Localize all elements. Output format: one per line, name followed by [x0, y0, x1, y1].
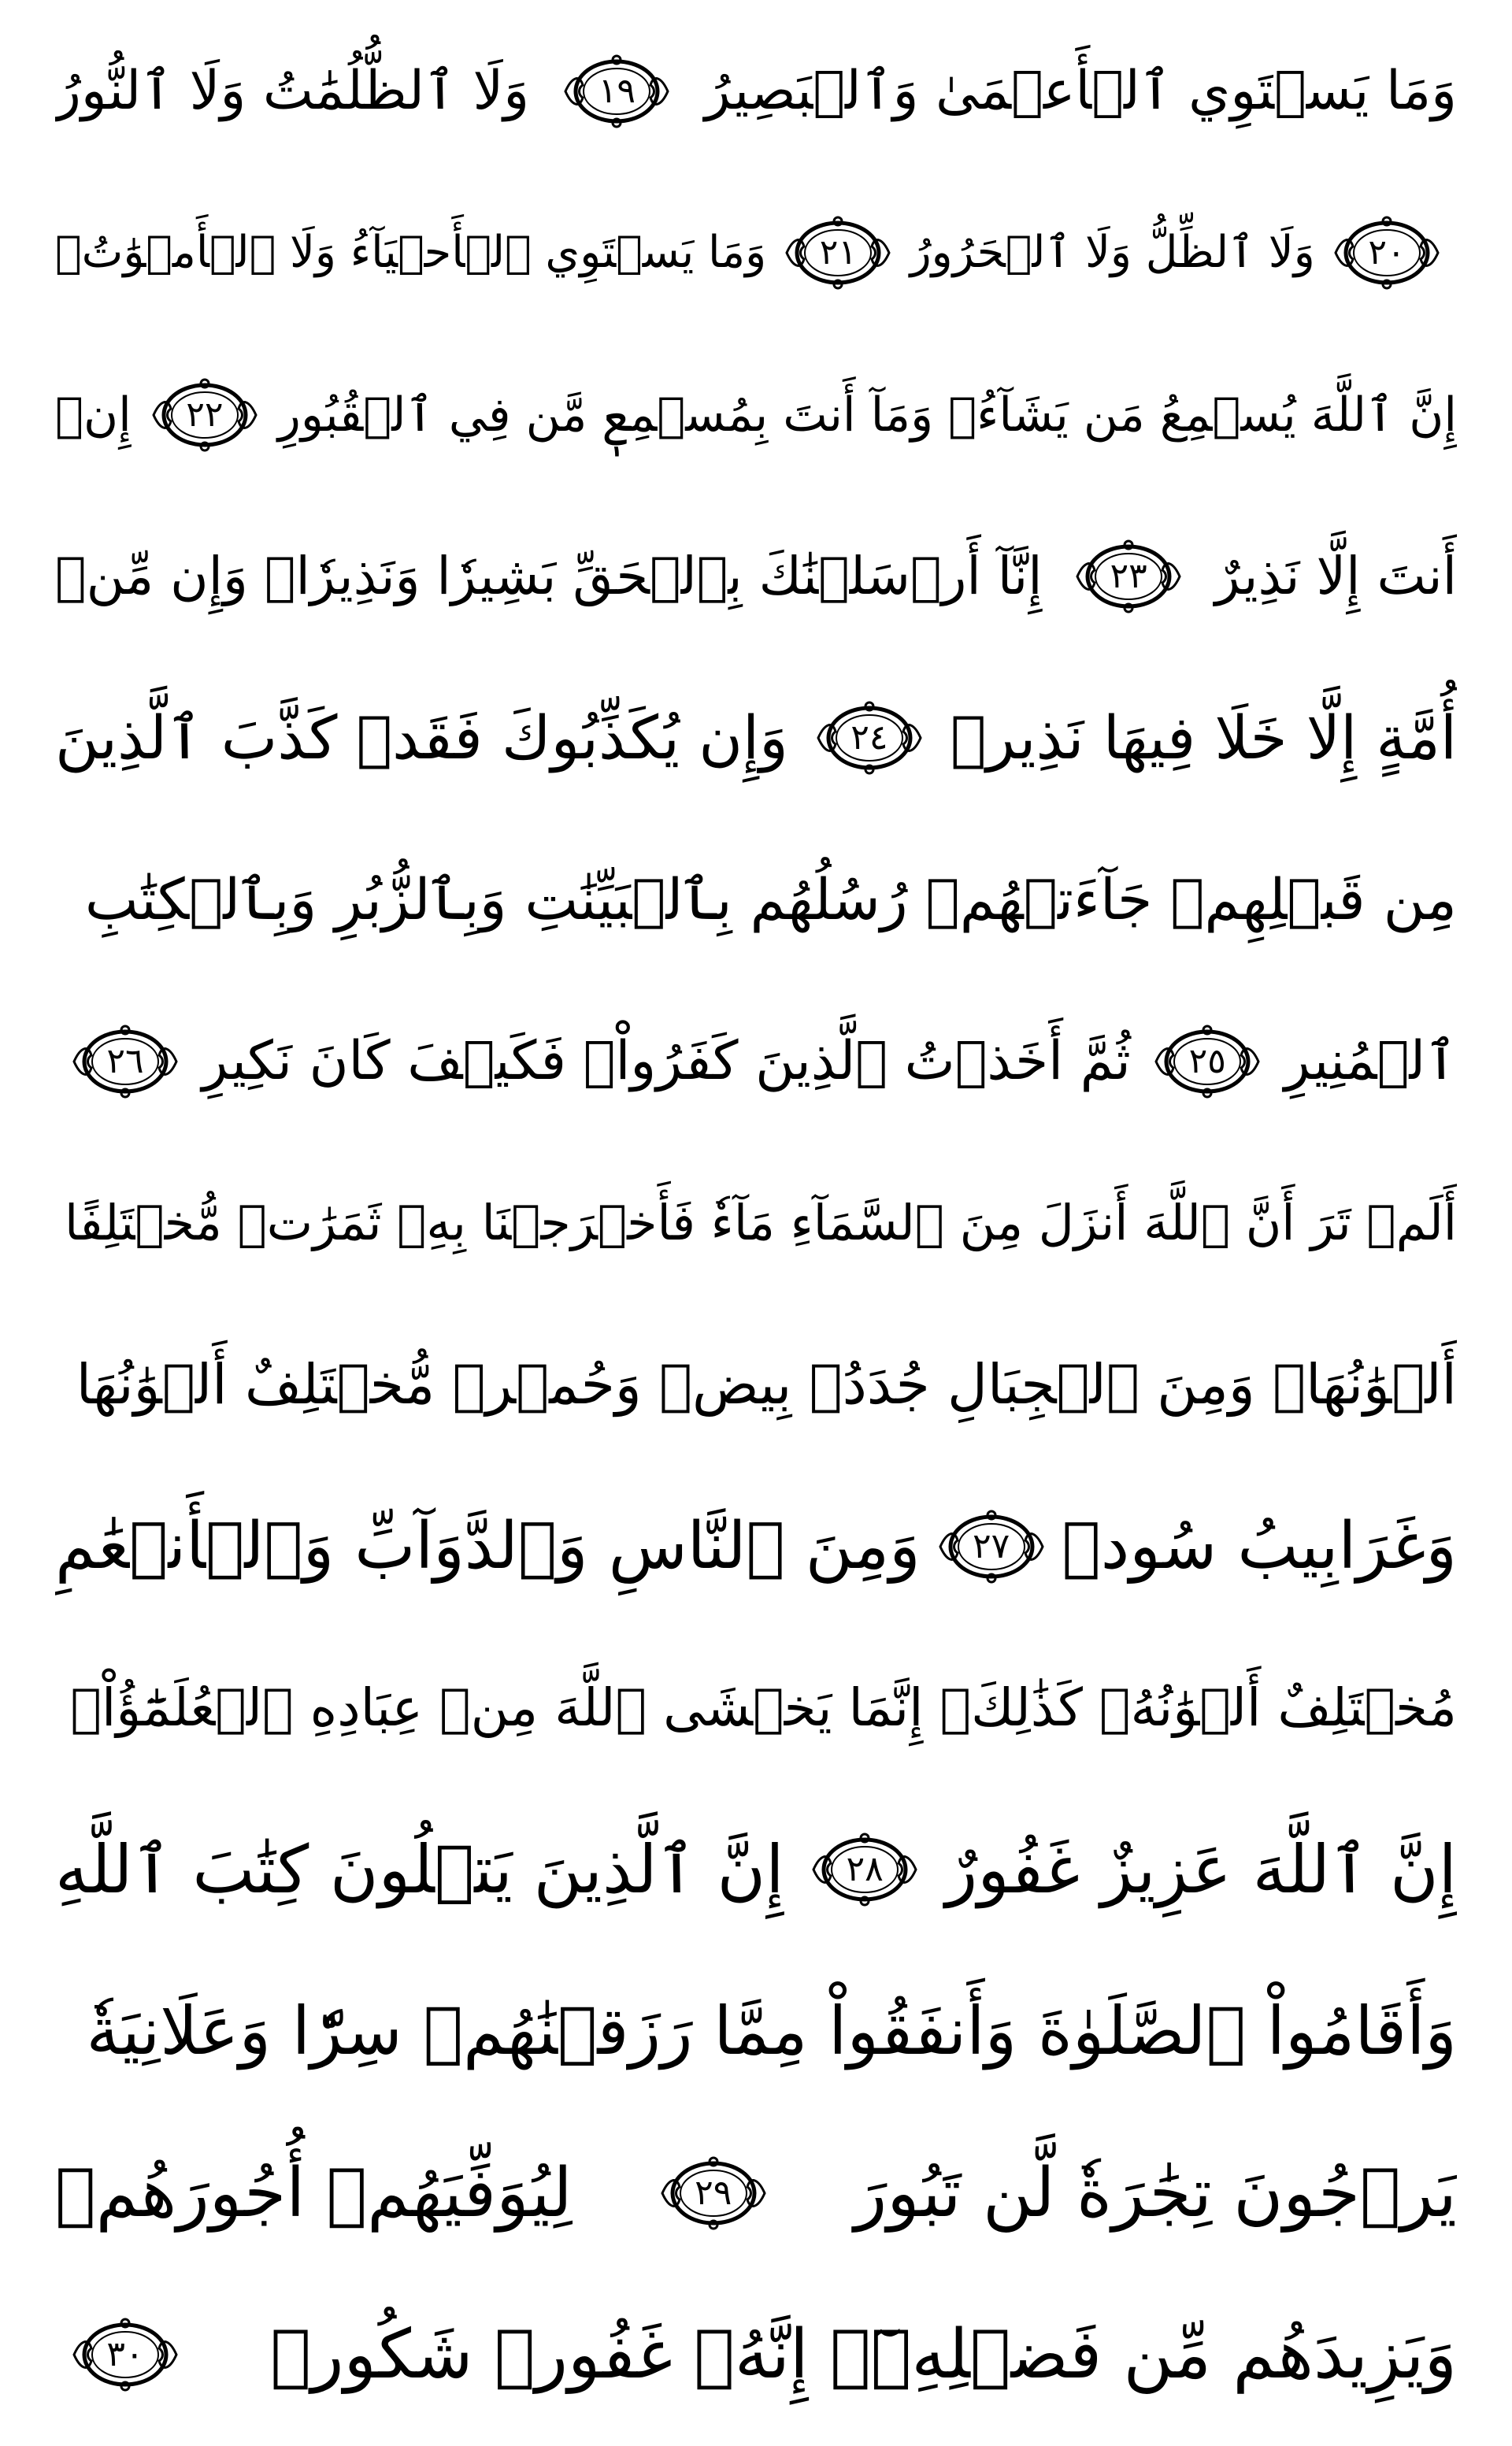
ayah-number: ٢٧: [973, 1525, 1010, 1566]
text-line-5: [55, 669, 1457, 807]
verse-text: وَمَا يَسۡتَوِي ٱلۡأَحۡيَآءُ وَلَا ٱلۡأَمۡوَٰتُۚ: [55, 227, 767, 279]
verse-text: وَلَا ٱلظِّلُّ وَلَا ٱلۡحَرُورُ: [910, 227, 1315, 279]
text-line-1: [55, 22, 1457, 161]
text-line-7: [55, 992, 1457, 1131]
verse-text: مِن قَبۡلِهِمۡ جَآءَتۡهُمۡ رُسُلُهُم بِٱلۡبَيِّنَٰتِ وَبِٱلزُّبُرِ وَبِٱلۡكِتَٰبِ: [84, 866, 1457, 933]
ayah-number: ٢٦: [106, 1040, 144, 1081]
verse-lines: [55, 22, 1457, 2424]
ayah-number: ٢٤: [850, 717, 888, 758]
verse-text: إِنَّآ أَرۡسَلۡنَٰكَ بِٱلۡحَقِّ بَشِيرٗا وَنَذِيرٗاۚ وَإِن مِّنۡ: [55, 545, 1043, 606]
verse-text: إِنَّ ٱللَّهَ عَزِيزٌ غَفُورٌ: [945, 1831, 1457, 1909]
text-line-4: [55, 507, 1457, 646]
ayah-number: ٢٨: [846, 1849, 884, 1890]
text-line-15: [55, 2285, 1457, 2424]
text-line-11: [55, 1639, 1457, 1777]
verse-text: إِنۡ: [55, 387, 132, 443]
ayah-number: ٢٠: [1368, 232, 1406, 273]
ayah-marker: [558, 54, 676, 129]
text-line-13: [55, 1962, 1457, 2100]
verse-text: وَمَا يَسۡتَوِي ٱلۡأَعۡمَىٰ وَٱلۡبَصِيرُ: [704, 60, 1457, 122]
ayah-number: ٢٢: [186, 394, 224, 435]
verse-text: وَمِنَ ٱلنَّاسِ وَٱلدَّوَآبِّ وَٱلۡأَنۡعَٰمِ: [55, 1508, 921, 1584]
ayah-marker: [146, 377, 264, 453]
verse-text: وَغَرَابِيبُ سُودٞ: [1062, 1508, 1457, 1584]
verse-text: إِنَّ ٱلَّذِينَ يَتۡلُونَ كِتَٰبَ ٱللَّهِ: [55, 1831, 784, 1909]
ayah-marker: [1328, 215, 1446, 291]
verse-text: أُمَّةٍ إِلَّا خَلَا فِيهَا نَذِيرٞ: [950, 702, 1457, 773]
verse-text: أَنتَ إِلَّا نَذِيرٌ: [1214, 545, 1457, 606]
ayah-marker: [66, 1024, 184, 1099]
ayah-number: ٢٩: [695, 2172, 732, 2213]
ayah-marker: [1148, 1024, 1266, 1099]
verse-text: إِنَّ ٱللَّهَ يُسۡمِعُ مَن يَشَآءُۖ وَمَآ أَنتَ بِمُسۡمِعٖ مَّن فِي ٱلۡقُبُورِ: [277, 387, 1457, 443]
verse-text: مُخۡتَلِفٌ أَلۡوَٰنُهُۥ كَذَٰلِكَۗ إِنَّمَا يَخۡشَى ٱللَّهَ مِنۡ عِبَادِهِ ٱلۡعُلَمَٰٓؤُاْۗ: [70, 1677, 1457, 1738]
ayah-number: ٢٣: [1110, 555, 1147, 596]
verse-text: يَرۡجُونَ تِجَٰرَةٗ لَّن تَبُورَ: [854, 2153, 1457, 2233]
text-line-10: [55, 1477, 1457, 1616]
verse-text: وَإِن يُكَذِّبُوكَ فَقَدۡ كَذَّبَ ٱلَّذِينَ: [55, 702, 788, 773]
verse-text: وَلَا ٱلظُّلُمَٰتُ وَلَا ٱلنُّورُ: [55, 60, 530, 122]
ayah-number: ١٩: [598, 71, 636, 111]
text-line-9: [55, 1315, 1457, 1454]
ayah-marker: [779, 215, 897, 291]
ayah-marker: [654, 2155, 773, 2231]
text-line-14: [55, 2124, 1457, 2263]
verse-text: وَيَزِيدَهُم مِّن فَضۡلِهِۦٓۚ إِنَّهُۥ غَفُورٞ شَكُورٞ: [270, 2314, 1457, 2394]
ayah-number: ٢١: [819, 232, 857, 273]
ayah-number: ٣٠: [106, 2333, 144, 2374]
ayah-marker: [1069, 539, 1188, 614]
ayah-number: ٢٥: [1188, 1040, 1226, 1081]
verse-text: ٱلۡمُنِيرِ: [1284, 1029, 1457, 1092]
text-line-12: [55, 1800, 1457, 1939]
verse-text: وَأَقَامُواْ ٱلصَّلَوٰةَ وَأَنفَقُواْ مِمَّا رَزَقۡنَٰهُمۡ سِرّٗا وَعَلَانِيَةٗ: [86, 1992, 1457, 2070]
text-line-8: [55, 1154, 1457, 1292]
ayah-marker: [806, 1832, 924, 1907]
verse-text: لِيُوَفِّيَهُمۡ أُجُورَهُمۡ: [55, 2153, 573, 2233]
ayah-marker: [66, 2317, 184, 2392]
verse-text: ثُمَّ أَخَذۡتُ ٱلَّذِينَ كَفَرُواْۖ فَكَيۡفَ كَانَ نَكِيرِ: [202, 1029, 1131, 1092]
text-line-2: [55, 183, 1457, 322]
text-line-6: [55, 830, 1457, 969]
ayah-marker: [810, 700, 928, 776]
verse-text: أَلَمۡ تَرَ أَنَّ ٱللَّهَ أَنزَلَ مِنَ ٱلسَّمَآءِ مَآءٗ فَأَخۡرَجۡنَا بِهِۦ ثَمَرَٰتٖ مُّخۡتَلِفًا: [64, 1193, 1457, 1251]
ayah-marker: [932, 1509, 1051, 1584]
verse-text: أَلۡوَٰنُهَاۚ وَمِنَ ٱلۡجِبَالِ جُدَدُۢ بِيضٞ وَحُمۡرٞ مُّخۡتَلِفٌ أَلۡوَٰنُهَا: [76, 1352, 1457, 1418]
text-line-3: [55, 346, 1457, 484]
